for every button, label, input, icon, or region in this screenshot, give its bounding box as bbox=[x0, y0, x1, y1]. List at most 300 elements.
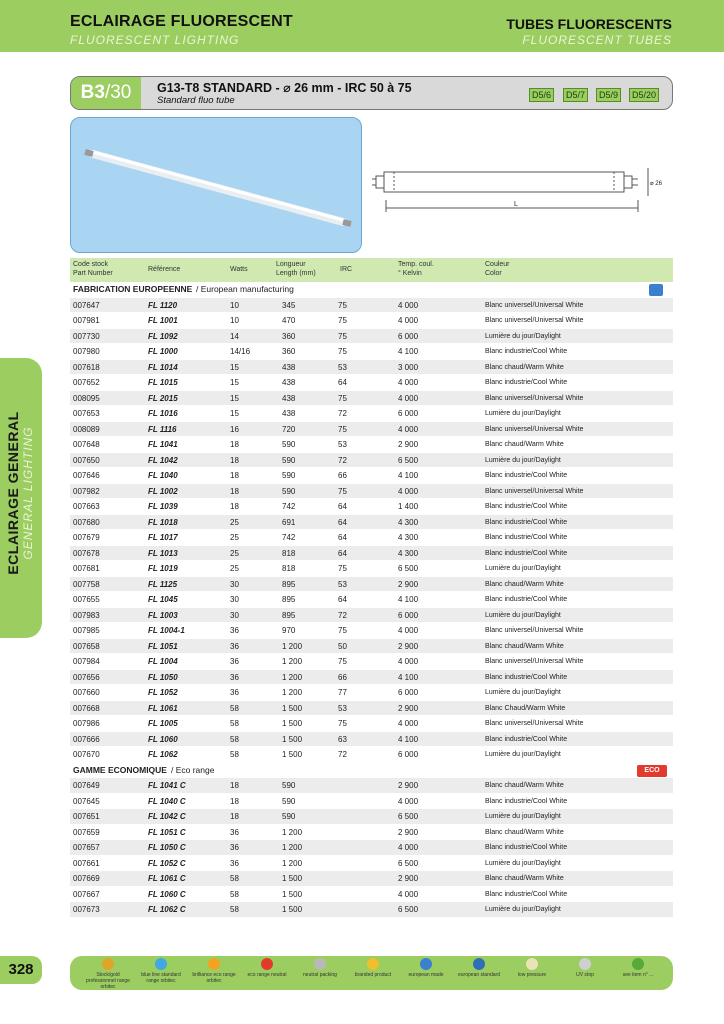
table-row bbox=[70, 468, 673, 484]
cell-color-temp: 2 900 bbox=[398, 440, 419, 449]
cell-reference: FL 1015 bbox=[148, 378, 178, 387]
cell-color-temp: 6 000 bbox=[398, 409, 419, 418]
legend-label: Stock/gold professionnel range orbitec bbox=[86, 972, 130, 990]
cell-part-number: 007673 bbox=[73, 905, 100, 914]
cell-watts: 10 bbox=[230, 300, 239, 310]
table-row bbox=[70, 654, 673, 670]
cell-color-temp: 6 500 bbox=[398, 812, 419, 821]
cell-part-number: 007679 bbox=[73, 533, 100, 542]
cell-color-temp: 4 000 bbox=[398, 378, 419, 387]
cell-part-number: 007651 bbox=[73, 812, 100, 821]
product-table bbox=[70, 282, 673, 918]
cell-watts: 58 bbox=[230, 889, 239, 899]
table-row bbox=[70, 840, 673, 856]
cell-reference: FL 1039 bbox=[148, 502, 178, 511]
cell-irc: 53 bbox=[338, 579, 347, 589]
cell-color-name: Lumière du jour/Daylight bbox=[485, 332, 561, 340]
cell-watts: 15 bbox=[230, 362, 239, 372]
table-row bbox=[70, 329, 673, 345]
cell-watts: 58 bbox=[230, 703, 239, 713]
col-header-temp: Temp. coul. ° Kelvin bbox=[398, 261, 434, 277]
cell-color-name: Blanc chaud/Warm White bbox=[485, 782, 564, 789]
cell-color-name: Blanc chaud/Warm White bbox=[485, 363, 564, 371]
cell-color-temp: 6 000 bbox=[398, 688, 419, 697]
header-title-fr: ECLAIRAGE FLUORESCENT bbox=[70, 13, 293, 30]
cell-watts: 16 bbox=[230, 424, 239, 434]
cell-watts: 18 bbox=[230, 796, 239, 806]
cell-reference: FL 1051 bbox=[148, 641, 178, 651]
cell-length: 1 200 bbox=[282, 827, 303, 837]
cell-length: 742 bbox=[282, 502, 296, 511]
cell-color-name: Lumière du jour/Daylight bbox=[485, 689, 561, 696]
cell-part-number: 007649 bbox=[73, 781, 100, 790]
cell-length: 438 bbox=[282, 362, 296, 372]
table-row bbox=[70, 794, 673, 810]
cell-color-name: Blanc industrie/Cool White bbox=[485, 596, 568, 603]
cell-watts: 36 bbox=[230, 688, 239, 697]
table-row bbox=[70, 856, 673, 872]
cell-part-number: 007669 bbox=[73, 874, 100, 883]
cell-length: 438 bbox=[282, 409, 296, 418]
cell-irc: 77 bbox=[338, 688, 347, 697]
dims-badge: D5/9 bbox=[596, 88, 621, 102]
cell-length: 1 500 bbox=[282, 703, 303, 713]
cell-reference: FL 1005 bbox=[148, 719, 178, 728]
cell-part-number: 007650 bbox=[73, 455, 100, 465]
cell-watts: 36 bbox=[230, 843, 239, 852]
legend-item bbox=[245, 958, 289, 978]
legend-footer bbox=[70, 956, 673, 990]
cell-color-temp: 4 000 bbox=[398, 300, 419, 310]
cell-reference: FL 1116 bbox=[148, 424, 177, 434]
cell-color-temp: 4 100 bbox=[398, 595, 419, 604]
table-row bbox=[70, 546, 673, 562]
cell-watts: 25 bbox=[230, 517, 239, 527]
legend-icon bbox=[632, 958, 644, 970]
dims-badge: D5/20 bbox=[629, 88, 659, 102]
cell-part-number: 007730 bbox=[73, 331, 100, 341]
cell-length: 818 bbox=[282, 564, 296, 573]
legend-icon bbox=[208, 958, 220, 970]
side-tab-fr: ECLAIRAGE GENERAL bbox=[5, 411, 21, 575]
cell-watts: 58 bbox=[230, 874, 239, 883]
cell-reference: FL 1002 bbox=[148, 486, 178, 496]
cell-part-number: 007678 bbox=[73, 548, 100, 558]
cell-length: 1 200 bbox=[282, 641, 303, 651]
cell-color-temp: 6 000 bbox=[398, 610, 419, 620]
cell-reference: FL 1062 C bbox=[148, 905, 186, 914]
cell-watts: 58 bbox=[230, 905, 239, 914]
cell-color-name: Blanc chaud/Warm White bbox=[485, 441, 564, 448]
cell-color-temp: 4 000 bbox=[398, 843, 419, 852]
section-side-tab bbox=[0, 358, 42, 638]
section-header bbox=[70, 282, 673, 298]
cell-reference: FL 1016 bbox=[148, 409, 178, 418]
section-header bbox=[70, 763, 673, 779]
cell-part-number: 007981 bbox=[73, 316, 100, 325]
table-row bbox=[70, 406, 673, 422]
cell-length: 1 200 bbox=[282, 672, 303, 682]
cell-part-number: 007668 bbox=[73, 703, 100, 713]
table-row bbox=[70, 716, 673, 732]
cell-color-name: Lumière du jour/Daylight bbox=[485, 410, 561, 417]
legend-item bbox=[563, 958, 607, 978]
legend-icon bbox=[420, 958, 432, 970]
side-tab-en: GENERAL LIGHTING bbox=[21, 426, 35, 560]
table-row bbox=[70, 344, 673, 360]
cell-irc: 66 bbox=[338, 471, 347, 480]
cell-length: 895 bbox=[282, 595, 296, 604]
legend-label: low pressure bbox=[517, 972, 547, 978]
dims-badge: D5/7 bbox=[563, 88, 588, 102]
cell-color-name: Blanc universel/Universal White bbox=[485, 317, 584, 324]
cell-color-name: Blanc chaud/Warm White bbox=[485, 642, 564, 650]
cell-watts: 18 bbox=[230, 440, 239, 449]
cell-watts: 18 bbox=[230, 486, 239, 496]
cell-reference: FL 1017 bbox=[148, 533, 178, 542]
legend-item bbox=[404, 958, 448, 978]
cell-reference: FL 1061 bbox=[148, 703, 178, 713]
cell-color-name: Lumière du jour/Daylight bbox=[485, 906, 561, 913]
cell-color-name: Blanc industrie/Cool White bbox=[485, 735, 568, 743]
legend-icon bbox=[473, 958, 485, 970]
cell-length: 742 bbox=[282, 533, 296, 542]
cell-watts: 14/16 bbox=[230, 347, 251, 356]
cell-watts: 30 bbox=[230, 610, 239, 620]
cell-reference: FL 1061 C bbox=[148, 874, 186, 883]
cell-watts: 25 bbox=[230, 533, 239, 542]
col-header-color: Couleur Color bbox=[485, 261, 510, 277]
table-row bbox=[70, 561, 673, 577]
cell-color-name: Blanc universel/Universal White bbox=[485, 394, 584, 402]
cell-part-number: 007986 bbox=[73, 719, 100, 728]
length-label: L bbox=[514, 201, 518, 208]
cell-part-number: 007758 bbox=[73, 579, 100, 589]
cell-watts: 36 bbox=[230, 858, 239, 868]
cell-irc: 75 bbox=[338, 300, 347, 310]
cell-reference: FL 1052 C bbox=[148, 858, 186, 868]
cell-color-temp: 4 000 bbox=[398, 796, 419, 806]
cell-watts: 15 bbox=[230, 409, 239, 418]
product-title: G13-T8 STANDARD - ⌀ 26 mm - IRC 50 à 75 bbox=[157, 81, 412, 95]
cell-irc: 75 bbox=[338, 626, 347, 635]
cell-irc: 66 bbox=[338, 672, 347, 682]
col-header-code: Code stock Part Number bbox=[73, 261, 113, 277]
cell-color-name: Blanc industrie/Cool White bbox=[485, 797, 568, 805]
cell-color-temp: 2 900 bbox=[398, 579, 419, 589]
legend-item bbox=[86, 958, 130, 990]
table-row bbox=[70, 670, 673, 686]
cell-irc: 63 bbox=[338, 734, 347, 744]
table-row bbox=[70, 887, 673, 903]
section-title-en: / European manufacturing bbox=[196, 284, 294, 294]
cell-part-number: 007666 bbox=[73, 734, 100, 744]
cell-length: 590 bbox=[282, 440, 296, 449]
cell-irc: 75 bbox=[338, 393, 347, 403]
cell-length: 438 bbox=[282, 378, 296, 387]
cell-watts: 18 bbox=[230, 502, 239, 511]
cell-color-temp: 4 100 bbox=[398, 672, 419, 682]
cell-watts: 25 bbox=[230, 548, 239, 558]
cell-irc: 50 bbox=[338, 641, 347, 651]
table-row bbox=[70, 453, 673, 469]
cell-color-temp: 6 500 bbox=[398, 564, 419, 573]
cell-reference: FL 2015 bbox=[148, 393, 178, 403]
cell-color-temp: 2 900 bbox=[398, 827, 419, 837]
table-row bbox=[70, 499, 673, 515]
cell-color-name: Blanc universel/Universal White bbox=[485, 658, 584, 665]
cell-color-temp: 4 000 bbox=[398, 719, 419, 728]
cell-reference: FL 1004-1 bbox=[148, 626, 185, 635]
cell-part-number: 007680 bbox=[73, 517, 100, 527]
legend-label: european made bbox=[408, 972, 444, 978]
table-row bbox=[70, 530, 673, 546]
cell-irc: 72 bbox=[338, 455, 347, 465]
cell-reference: FL 1060 bbox=[148, 734, 178, 744]
cell-irc: 64 bbox=[338, 595, 347, 604]
table-row bbox=[70, 685, 673, 701]
cell-color-temp: 4 100 bbox=[398, 347, 419, 356]
dimension-diagram bbox=[372, 150, 672, 230]
cell-color-name: Blanc universel/Universal White bbox=[485, 425, 584, 433]
cell-length: 1 500 bbox=[282, 750, 303, 759]
table-row bbox=[70, 747, 673, 763]
table-row bbox=[70, 778, 673, 794]
cell-color-name: Blanc chaud/Warm White bbox=[485, 580, 564, 588]
cell-irc: 53 bbox=[338, 440, 347, 449]
cell-color-name: Blanc industrie/Cool White bbox=[485, 534, 568, 541]
cell-watts: 36 bbox=[230, 827, 239, 837]
cell-color-temp: 6 500 bbox=[398, 858, 419, 868]
cell-color-name: Lumière du jour/Daylight bbox=[485, 751, 561, 758]
table-column-headers bbox=[70, 258, 673, 282]
cell-watts: 14 bbox=[230, 331, 239, 341]
legend-item bbox=[616, 958, 660, 978]
cell-reference: FL 1125 bbox=[148, 579, 178, 589]
cell-part-number: 007618 bbox=[73, 362, 100, 372]
table-row bbox=[70, 592, 673, 608]
cell-color-name: Blanc chaud/Warm White bbox=[485, 875, 564, 882]
table-row bbox=[70, 902, 673, 918]
cell-color-name: Lumière du jour/Daylight bbox=[485, 565, 561, 572]
cell-length: 1 200 bbox=[282, 843, 303, 852]
cell-length: 720 bbox=[282, 424, 296, 434]
cell-color-temp: 4 300 bbox=[398, 533, 419, 542]
table-row bbox=[70, 732, 673, 748]
cell-irc: 72 bbox=[338, 409, 347, 418]
cell-watts: 18 bbox=[230, 812, 239, 821]
cell-color-name: Lumière du jour/Daylight bbox=[485, 859, 561, 867]
legend-label: UV stop bbox=[576, 972, 594, 978]
diameter-label: ⌀ 26 bbox=[650, 181, 662, 187]
cell-color-temp: 2 900 bbox=[398, 781, 419, 790]
cell-irc: 64 bbox=[338, 378, 347, 387]
legend-icon bbox=[155, 958, 167, 970]
cell-color-temp: 4 000 bbox=[398, 657, 419, 666]
cell-reference: FL 1004 bbox=[148, 657, 178, 666]
cell-watts: 58 bbox=[230, 750, 239, 759]
cell-color-name: Blanc chaud/Warm White bbox=[485, 828, 564, 836]
table-row bbox=[70, 871, 673, 887]
cell-watts: 18 bbox=[230, 455, 239, 465]
cell-color-temp: 4 000 bbox=[398, 889, 419, 899]
cell-color-temp: 4 300 bbox=[398, 548, 419, 558]
cell-irc: 75 bbox=[338, 719, 347, 728]
cell-color-temp: 4 100 bbox=[398, 734, 419, 744]
cell-part-number: 007647 bbox=[73, 300, 100, 310]
cell-reference: FL 1040 bbox=[148, 471, 178, 480]
table-row bbox=[70, 391, 673, 407]
table-row bbox=[70, 437, 673, 453]
cell-irc: 64 bbox=[338, 533, 347, 542]
cell-reference: FL 1042 C bbox=[148, 812, 186, 821]
legend-icon bbox=[102, 958, 114, 970]
col-header-watts: Watts bbox=[230, 266, 248, 273]
header-category-fr: TUBES FLUORESCENTS bbox=[506, 16, 672, 32]
cell-part-number: 007658 bbox=[73, 641, 100, 651]
table-row bbox=[70, 515, 673, 531]
cell-color-name: Blanc industrie/Cool White bbox=[485, 518, 568, 526]
cell-length: 590 bbox=[282, 486, 296, 496]
tube-dimension-drawing bbox=[372, 150, 672, 230]
table-row bbox=[70, 623, 673, 639]
cell-color-name: Lumière du jour/Daylight bbox=[485, 611, 561, 619]
legend-icon bbox=[261, 958, 273, 970]
cell-color-temp: 3 000 bbox=[398, 362, 419, 372]
cell-part-number: 007653 bbox=[73, 409, 100, 418]
col-header-length: Longueur Length (mm) bbox=[276, 261, 316, 277]
cell-reference: FL 1052 bbox=[148, 688, 178, 697]
cell-color-name: Blanc universel/Universal White bbox=[485, 487, 584, 495]
cell-part-number: 007657 bbox=[73, 843, 100, 852]
cell-irc: 75 bbox=[338, 424, 347, 434]
cell-reference: FL 1013 bbox=[148, 548, 178, 558]
table-row bbox=[70, 313, 673, 329]
cell-irc: 75 bbox=[338, 564, 347, 573]
cell-length: 360 bbox=[282, 331, 296, 341]
cell-part-number: 008089 bbox=[73, 424, 100, 434]
cell-part-number: 007652 bbox=[73, 378, 100, 387]
cell-color-name: Blanc industrie/Cool White bbox=[485, 844, 568, 851]
cell-part-number: 007667 bbox=[73, 889, 100, 899]
table-row bbox=[70, 360, 673, 376]
cell-watts: 15 bbox=[230, 393, 239, 403]
table-row bbox=[70, 577, 673, 593]
cell-color-temp: 4 000 bbox=[398, 316, 419, 325]
cell-color-name: Blanc industrie/Cool White bbox=[485, 348, 568, 355]
cell-color-temp: 4 300 bbox=[398, 517, 419, 527]
cell-reference: FL 1050 C bbox=[148, 843, 186, 852]
cell-watts: 30 bbox=[230, 579, 239, 589]
cell-length: 1 500 bbox=[282, 905, 303, 914]
header-title-en: FLUORESCENT LIGHTING bbox=[70, 33, 240, 47]
cell-irc: 75 bbox=[338, 486, 347, 496]
cell-color-temp: 6 000 bbox=[398, 331, 419, 341]
cell-reference: FL 1092 bbox=[148, 331, 178, 341]
section-title: GAMME ECONOMIQUE bbox=[73, 764, 167, 775]
legend-label: branded product bbox=[354, 972, 392, 978]
cell-part-number: 007645 bbox=[73, 796, 100, 806]
cell-color-name: Blanc universel/Universal White bbox=[485, 627, 584, 634]
cell-color-name: Lumière du jour/Daylight bbox=[485, 813, 561, 820]
cell-length: 345 bbox=[282, 300, 296, 310]
cell-color-name: Lumière du jour/Daylight bbox=[485, 456, 561, 464]
cell-part-number: 007661 bbox=[73, 858, 100, 868]
dims-badge: D5/6 bbox=[529, 88, 554, 102]
table-row bbox=[70, 825, 673, 841]
cell-reference: FL 1062 bbox=[148, 750, 178, 759]
cell-length: 1 500 bbox=[282, 719, 303, 728]
cell-color-temp: 2 900 bbox=[398, 703, 419, 713]
cell-color-temp: 2 900 bbox=[398, 641, 419, 651]
cell-length: 1 500 bbox=[282, 889, 303, 899]
cell-irc: 64 bbox=[338, 548, 347, 558]
legend-item bbox=[457, 958, 501, 978]
cell-watts: 18 bbox=[230, 471, 239, 480]
cell-watts: 15 bbox=[230, 378, 239, 387]
cell-reference: FL 1003 bbox=[148, 610, 178, 620]
cell-color-temp: 4 000 bbox=[398, 486, 419, 496]
cell-length: 1 500 bbox=[282, 874, 303, 883]
cell-irc: 72 bbox=[338, 750, 347, 759]
cell-watts: 58 bbox=[230, 719, 239, 728]
product-title-bar bbox=[70, 76, 673, 110]
cell-reference: FL 1060 C bbox=[148, 889, 186, 899]
table-row bbox=[70, 375, 673, 391]
cell-length: 360 bbox=[282, 347, 296, 356]
cell-watts: 58 bbox=[230, 734, 239, 744]
cell-color-name: Blanc industrie/Cool White bbox=[485, 379, 568, 386]
table-row bbox=[70, 608, 673, 624]
table-row bbox=[70, 809, 673, 825]
cell-part-number: 007985 bbox=[73, 626, 100, 635]
cell-irc: 75 bbox=[338, 347, 347, 356]
header-category-en: FLUORESCENT TUBES bbox=[522, 33, 672, 47]
cell-irc: 75 bbox=[338, 657, 347, 666]
cell-length: 590 bbox=[282, 812, 296, 821]
cell-watts: 36 bbox=[230, 626, 239, 635]
cell-length: 470 bbox=[282, 316, 296, 325]
cell-color-temp: 4 000 bbox=[398, 424, 419, 434]
cell-length: 895 bbox=[282, 579, 296, 589]
legend-item bbox=[510, 958, 554, 978]
legend-label: european standard bbox=[458, 972, 500, 978]
legend-label: see item n° ... bbox=[622, 972, 654, 978]
cell-color-temp: 4 100 bbox=[398, 471, 419, 480]
cell-irc: 53 bbox=[338, 362, 347, 372]
cell-part-number: 007670 bbox=[73, 750, 100, 759]
cell-watts: 36 bbox=[230, 672, 239, 682]
cell-reference: FL 1045 bbox=[148, 595, 178, 604]
cell-color-temp: 1 400 bbox=[398, 502, 419, 511]
legend-icon bbox=[579, 958, 591, 970]
cell-color-temp: 4 000 bbox=[398, 393, 419, 403]
section-title-en: / Eco range bbox=[171, 764, 215, 775]
cell-color-name: Blanc universel/Universal White bbox=[485, 301, 584, 309]
col-header-irc: IRC bbox=[340, 266, 353, 273]
cell-reference: FL 1018 bbox=[148, 517, 178, 527]
cell-color-name: Blanc Chaud/Warm White bbox=[485, 704, 566, 712]
product-photo bbox=[70, 117, 362, 253]
cell-reference: FL 1000 bbox=[148, 347, 178, 356]
cell-length: 590 bbox=[282, 796, 296, 806]
page-number: 328 bbox=[0, 956, 42, 984]
cell-watts: 25 bbox=[230, 564, 239, 573]
cell-part-number: 007681 bbox=[73, 564, 100, 573]
cell-watts: 30 bbox=[230, 595, 239, 604]
legend-item bbox=[298, 958, 342, 978]
cell-irc: 72 bbox=[338, 610, 347, 620]
